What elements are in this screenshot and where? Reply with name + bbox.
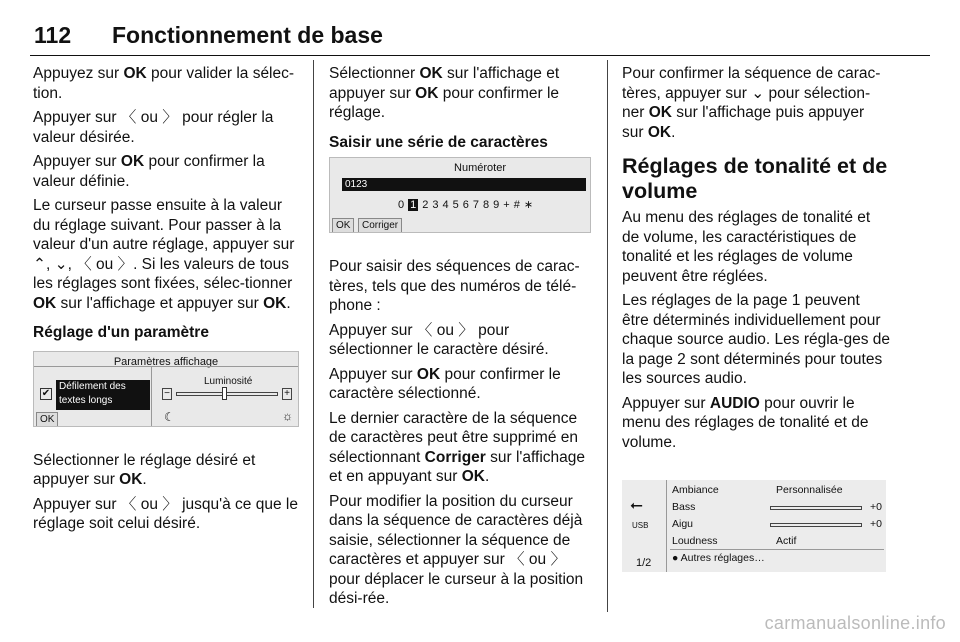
paragraph: Le curseur passe ensuite à la valeur du réglage suivant. Pour passer à la valeur d'un autre réglage, appuyer sur ⌃, ⌄, 〈 ou 〉. Si les valeurs de tous les réglages sont fixées, sélec-tionner OK sur l'affichage et appuyer sur OK.: [33, 197, 295, 312]
audio-setting-row: [670, 482, 884, 499]
usb-icon: ⭠: [630, 497, 643, 514]
ok-button: OK: [332, 218, 354, 233]
ok-button: OK: [36, 412, 58, 427]
plus-icon: +: [282, 388, 292, 400]
sun-icon: ☼: [282, 408, 293, 423]
audio-setting-row: [670, 533, 884, 550]
page-indicator: 1/2: [636, 557, 652, 569]
paragraph: Appuyer sur OK pour confirmer la valeur définie.: [33, 153, 265, 190]
audio-setting-row: [670, 499, 884, 516]
column-2: [329, 64, 591, 614]
scroll-texts-item: Défilement des textes longs: [56, 380, 150, 410]
character-row: [396, 196, 535, 216]
audio-setting-label: Ambiance: [672, 484, 719, 496]
usb-label: USB: [632, 521, 649, 530]
audio-rows: [670, 482, 884, 567]
slider-handle: [222, 387, 227, 400]
level-slider: [770, 523, 862, 527]
level-slider: [770, 506, 862, 510]
paragraph: Appuyer sur AUDIO pour ouvrir le menu des réglages de tonalité et de volume.: [622, 394, 869, 451]
paragraph: Appuyer sur OK pour confirmer le caractère sélectionné.: [329, 365, 561, 402]
audio-settings-screen: [622, 480, 886, 572]
paragraph: Appuyer sur 〈 ou 〉 pour sélectionner le caractère désiré.: [329, 321, 549, 358]
brightness-slider: [176, 392, 278, 396]
paragraph: Pour confirmer la séquence de carac-tères, appuyer sur ⌄ pour sélection-ner OK sur l'affichage puis appuyer sur OK.: [622, 65, 881, 141]
brightness-label: Luminosité: [204, 375, 253, 387]
dial-character: 1: [410, 199, 417, 211]
moon-icon: ☾: [164, 409, 175, 424]
dial-screen: [329, 157, 591, 233]
screen-title: Paramètres affichage: [113, 355, 219, 368]
page-title: Fonctionnement de base: [112, 22, 383, 48]
dial-character: 2: [422, 199, 429, 211]
paragraph: Appuyer sur 〈 ou 〉 pour régler la valeur désirée.: [33, 109, 274, 146]
audio-setting-label: ● Autres réglages…: [672, 552, 765, 564]
audio-setting-value: +0: [870, 501, 882, 513]
paragraph: Appuyer sur 〈 ou 〉 jusqu'à ce que le réglage soit celui désiré.: [33, 495, 298, 532]
dial-character: 9: [493, 199, 500, 211]
checkbox-icon: ✔: [41, 387, 51, 399]
corriger-button: Corriger: [358, 218, 402, 233]
paragraph: Au menu des réglages de tonalité et de volume, les caractéristiques de tonalité et les réglages de volume peuvent être réglées.: [622, 209, 871, 285]
dial-character: 7: [472, 199, 479, 211]
paragraph: Pour modifier la position du curseur dans la séquence de caractères déjà saisie, sélectionner la séquence de caractères et appuyer sur 〈 ou 〉 pour déplacer le curseur à la position dési-rée.: [329, 492, 584, 607]
page-header: [30, 22, 930, 56]
audio-setting-value: +0: [870, 518, 882, 530]
audio-setting-row: [670, 550, 884, 567]
dial-character: +: [503, 199, 510, 211]
audio-setting-label: Bass: [672, 501, 696, 513]
watermark: carmanualsonline.info: [764, 613, 946, 633]
minus-icon: −: [162, 388, 172, 400]
screen-title: Numéroter: [454, 162, 506, 174]
dial-character: 4: [442, 199, 449, 211]
audio-setting-row: [670, 516, 884, 533]
dial-character: 5: [452, 199, 459, 211]
dial-character: 0: [398, 199, 405, 211]
display-settings-screen: [33, 351, 299, 427]
paragraph: Sélectionner le réglage désiré et appuyer sur OK.: [33, 451, 256, 488]
section-subheading: Réglage d'un paramètre: [33, 324, 209, 341]
dial-character: 8: [483, 199, 490, 211]
section-heading: Réglages de tonalité et de volume: [622, 154, 888, 203]
paragraph: Le dernier caractère de la séquence de caractères peut être supprimé en sélectionnant Corriger sur l'affichage et en appuyant sur OK.: [329, 409, 585, 485]
page-number: 112: [34, 22, 72, 48]
number-field: 0123: [342, 178, 586, 191]
dial-character: 6: [462, 199, 469, 211]
dial-character: #: [513, 199, 520, 211]
audio-setting-value: Personnalisée: [776, 484, 843, 496]
audio-setting-label: Loudness: [672, 535, 718, 547]
column-1: [33, 64, 301, 539]
audio-setting-value: Actif: [776, 535, 797, 547]
paragraph: Sélectionner OK sur l'affichage et appuyer sur OK pour confirmer le réglage.: [329, 65, 560, 121]
paragraph: Appuyez sur OK pour valider la sélec-tion.: [33, 65, 295, 102]
audio-setting-label: Aigu: [672, 518, 694, 530]
dial-character: 3: [432, 199, 439, 211]
paragraph: Pour saisir des séquences de carac-tères, tels que des numéros de télé-phone :: [329, 258, 580, 314]
column-divider: [607, 60, 608, 612]
section-subheading: Saisir une série de caractères: [329, 133, 548, 151]
column-3: [622, 64, 890, 572]
column-divider: [313, 60, 314, 608]
paragraph: Les réglages de la page 1 peuvent être déterminés individuellement pour chaque source audio. Les régla-ges de la page 2 sont déterminés pour toutes les sources audio.: [622, 292, 890, 387]
dial-character: ∗: [523, 199, 534, 211]
